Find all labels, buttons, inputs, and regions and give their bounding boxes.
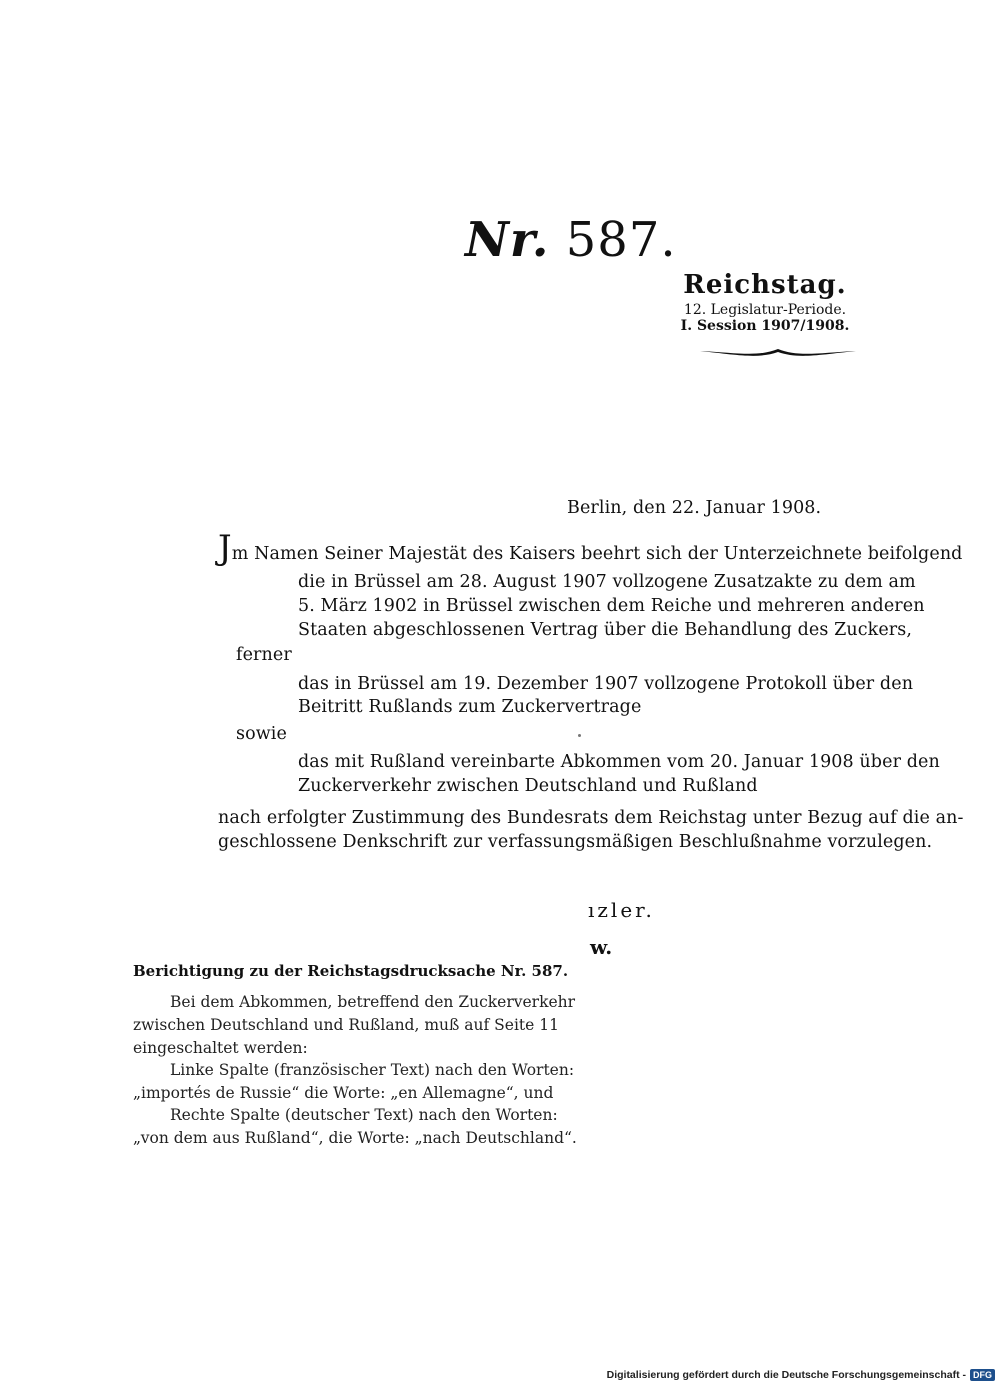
item1-line-1: die in Brüssel am 28. August 1907 vollzogene Zusatzakte zu dem am bbox=[298, 572, 916, 592]
document-number bbox=[465, 212, 677, 268]
footer bbox=[607, 1367, 995, 1383]
reichstag-title: Reichstag. bbox=[683, 270, 847, 300]
reichstag-block bbox=[670, 270, 860, 334]
ferner-word: ferner bbox=[236, 645, 292, 665]
item3-line-2: Zuckerverkehr zwischen Deutschland und Rußland bbox=[298, 776, 758, 796]
correction-line-5: „importés de Russie“ die Worte: „en Allemagne“, und bbox=[133, 1084, 554, 1102]
footer-text: Digitalisierung gefördert durch die Deutsche Forschungsgemeinschaft - bbox=[606, 1369, 966, 1381]
correction-line-4: Linke Spalte (französischer Text) nach den Worten: bbox=[170, 1061, 575, 1079]
item1-line-2: 5. März 1902 in Brüssel zwischen dem Reiche und mehreren anderen bbox=[298, 596, 925, 616]
item1-line-3: Staaten abgeschlossenen Vertrag über die Behandlung des Zuckers, bbox=[298, 620, 912, 640]
initial-letter: J bbox=[218, 528, 232, 568]
correction-line-2: zwischen Deutschland und Rußland, muß auf Seite 11 bbox=[133, 1016, 559, 1034]
correction-line-7: „von dem aus Rußland“, die Worte: „nach Deutschland“. bbox=[133, 1129, 577, 1147]
sowie-word: sowie bbox=[236, 724, 287, 744]
number-value: 587. bbox=[565, 212, 677, 268]
correction-line-1: Bei dem Abkommen, betreffend den Zuckerverkehr bbox=[170, 993, 576, 1011]
dfg-logo-icon: DFG bbox=[970, 1369, 995, 1381]
closing-line-2: geschlossene Denkschrift zur verfassungsmäßigen Beschlußnahme vorzulegen. bbox=[218, 832, 933, 852]
signature-fragment-2: w. bbox=[590, 935, 613, 959]
letter-date: Berlin, den 22. Januar 1908. bbox=[567, 498, 822, 518]
stray-dot bbox=[578, 734, 581, 737]
session-line: I. Session 1907/1908. bbox=[680, 318, 850, 334]
number-label: Nr. bbox=[465, 212, 550, 268]
closing-line-1: nach erfolgter Zustimmung des Bundesrats dem Reichstag unter Bezug auf die an- bbox=[218, 808, 964, 828]
signature-fragment-1: ızler. bbox=[588, 898, 655, 922]
item2-line-2: Beitritt Rußlands zum Zuckervertrage bbox=[298, 697, 642, 717]
item3-line-1: das mit Rußland vereinbarte Abkommen vom 20. Januar 1908 über den bbox=[298, 752, 940, 772]
intro-line bbox=[218, 528, 963, 568]
correction-line-6: Rechte Spalte (deutscher Text) nach den Worten: bbox=[170, 1106, 558, 1124]
item2-line-1: das in Brüssel am 19. Dezember 1907 vollzogene Protokoll über den bbox=[298, 674, 914, 694]
intro-text: m Namen Seiner Majestät des Kaisers beehrt sich der Unterzeichnete beifolgend bbox=[231, 544, 963, 564]
legislative-period: 12. Legislatur-Periode. bbox=[683, 302, 847, 318]
correction-line-3: eingeschaltet werden: bbox=[133, 1039, 308, 1057]
correction-title: Berichtigung zu der Reichstagsdrucksache Nr. 587. bbox=[133, 962, 569, 980]
ornamental-swash bbox=[698, 343, 858, 359]
